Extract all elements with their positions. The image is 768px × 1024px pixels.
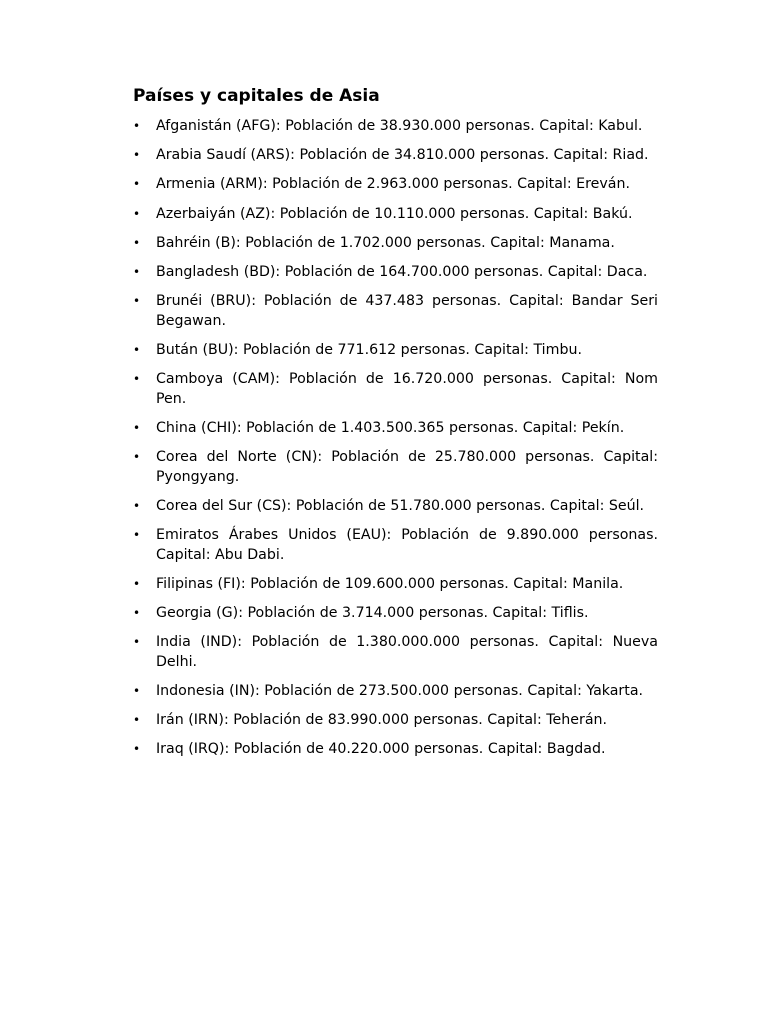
list-item [133,604,658,624]
list-item-text: Emiratos Árabes Unidos (EAU): Población de 9.890.000 personas. Capital: Abu Dabi. [156,527,658,563]
bullet-icon: • [133,206,141,221]
list-item-text: Armenia (ARM): Población de 2.963.000 personas. Capital: Ereván. [156,176,630,193]
bullet-icon: • [133,420,141,435]
list-item [133,682,658,702]
bullet-icon: • [133,498,141,513]
list-item-text: Azerbaiyán (AZ): Población de 10.110.000 personas. Capital: Bakú. [156,205,633,222]
list-item-text: Brunéi (BRU): Población de 437.483 personas. Capital: Bandar Seri Begawan. [156,293,658,329]
list-item [133,633,658,672]
list-item [133,526,658,565]
document-page [133,84,658,770]
page-title: Países y capitales de Asia [133,86,380,106]
bullet-icon: • [133,235,141,250]
list-item-text: Afganistán (AFG): Población de 38.930.000 personas. Capital: Kabul. [156,118,643,134]
list-item-text: Arabia Saudí (ARS): Población de 34.810.000 personas. Capital: Riad. [156,147,649,164]
list-item-text: Iraq (IRQ): Población de 40.220.000 personas. Capital: Bagdad. [156,741,606,758]
list-item-text: Bután (BU): Población de 771.612 personas. Capital: Timbu. [156,341,582,358]
list-item [133,292,658,331]
list-item [133,575,658,595]
list-item [133,740,658,760]
list-item-text: Bahréin (B): Población de 1.702.000 personas. Capital: Manama. [156,234,615,251]
list-item-text: Corea del Sur (CS): Población de 51.780.000 personas. Capital: Seúl. [156,497,645,514]
list-item [133,341,658,361]
list-item-text: China (CHI): Población de 1.403.500.365 personas. Capital: Pekín. [156,419,625,436]
bullet-icon: • [133,742,141,757]
bullet-icon: • [133,177,141,192]
list-item [133,117,658,137]
bullet-icon: • [133,342,141,357]
bullet-icon: • [133,713,141,728]
bullet-icon: • [133,148,141,163]
list-item-text: India (IND): Población de 1.380.000.000 personas. Capital: Nueva Delhi. [156,634,658,670]
bullet-icon: • [133,119,141,133]
list-item-text: Filipinas (FI): Población de 109.600.000 personas. Capital: Manila. [156,575,624,592]
bullet-icon: • [133,528,141,543]
list-item [133,370,658,409]
list-item [133,419,658,439]
bullet-icon: • [133,635,141,650]
bullet-icon: • [133,606,141,620]
list-item [133,175,658,195]
list-item [133,234,658,254]
bullet-icon: • [133,683,141,698]
list-item [133,448,658,487]
bullet-icon: • [133,294,141,309]
list-item-text: Irán (IRN): Población de 83.990.000 personas. Capital: Teherán. [156,712,608,729]
list-item-text: Georgia (G): Población de 3.714.000 personas. Capital: Tiflis. [156,605,589,621]
bullet-icon: • [133,372,141,387]
list-item [133,497,658,517]
country-list [133,117,658,760]
bullet-icon: • [133,576,141,591]
list-item-text: Bangladesh (BD): Población de 164.700.000 personas. Capital: Daca. [156,263,648,280]
list-item [133,146,658,166]
list-item-text: Corea del Norte (CN): Población de 25.780.000 personas. Capital: Pyongyang. [156,449,658,485]
list-item [133,711,658,731]
list-item [133,263,658,283]
bullet-icon: • [133,450,141,465]
list-item-text: Indonesia (IN): Población de 273.500.000 personas. Capital: Yakarta. [156,682,644,699]
bullet-icon: • [133,264,141,279]
list-item [133,205,658,225]
list-item-text: Camboya (CAM): Población de 16.720.000 personas. Capital: Nom Pen. [156,371,658,407]
